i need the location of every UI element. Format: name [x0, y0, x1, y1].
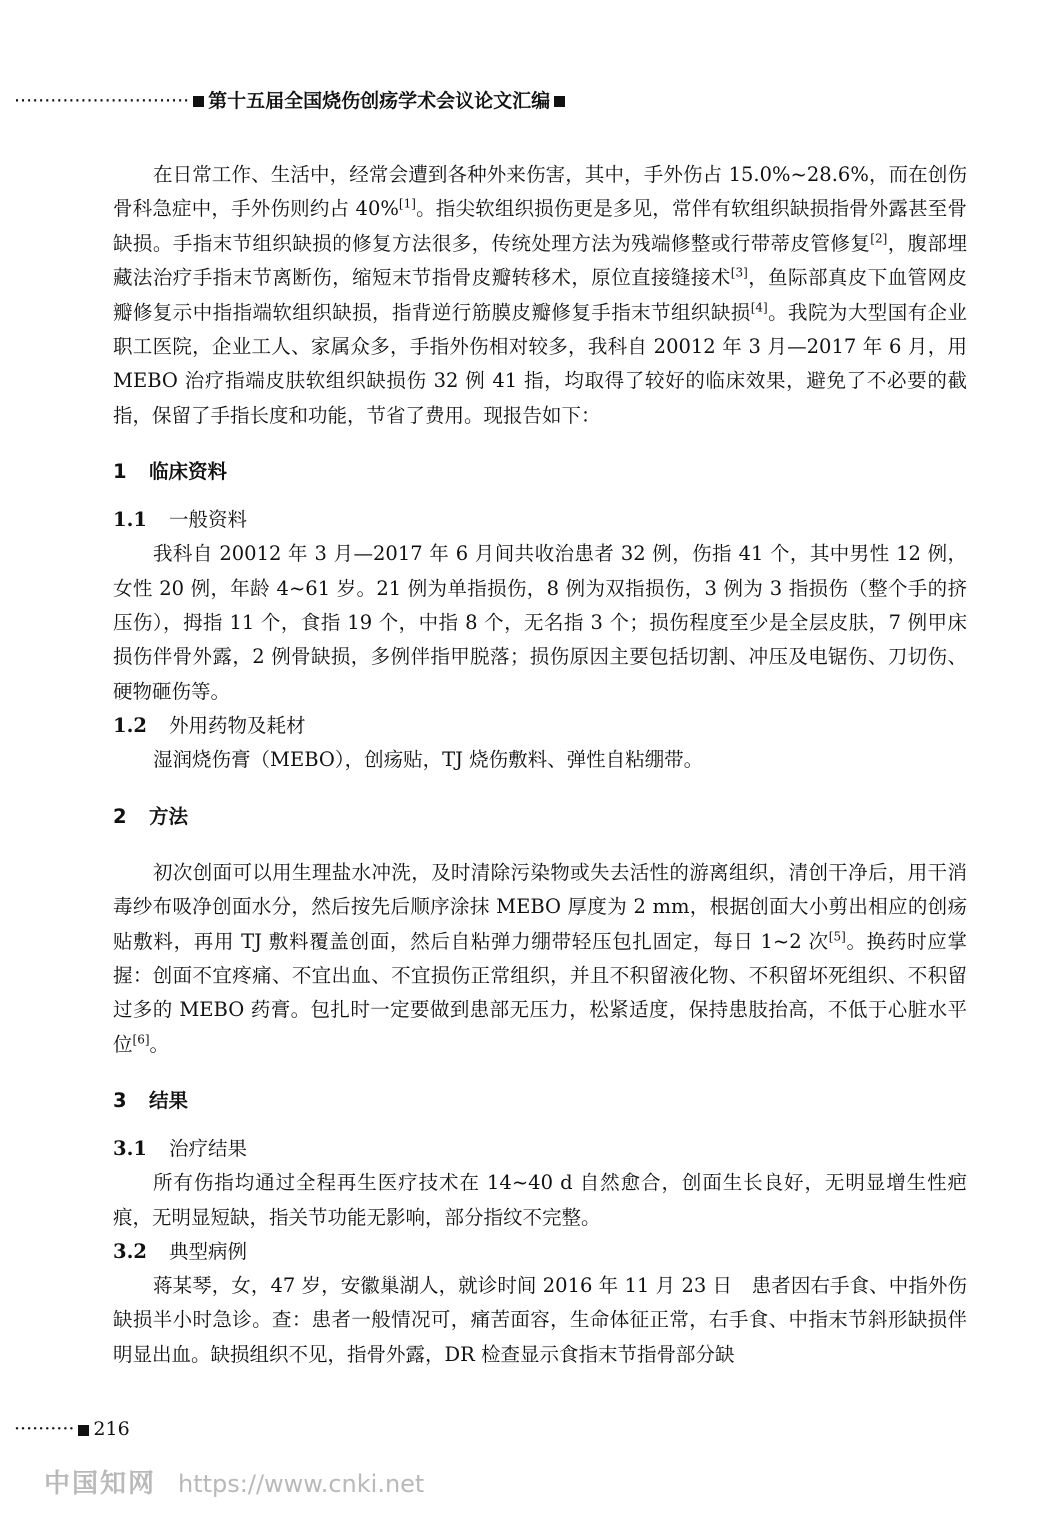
citation: [2]: [870, 231, 888, 246]
intro-text: 在日常工作、生活中，经常会遭到各种外来伤害，其中，手外伤占 15.0%~28.6%，而在创伤骨科急症中，手外伤则约占 40%: [113, 163, 967, 221]
square-bullet-icon: [193, 96, 204, 107]
subsection-heading: [113, 1235, 967, 1269]
subsection-heading: [113, 709, 967, 743]
citation: [5]: [828, 929, 846, 943]
subsection-number: 3.1: [113, 1137, 147, 1161]
section-number: 3: [113, 1089, 127, 1113]
subsection-title: 典型病例: [169, 1239, 248, 1263]
cnki-watermark: [44, 1463, 424, 1500]
section-title: 方法: [149, 804, 189, 828]
paragraph: 我科自 20012 年 3 月—2017 年 6 月间共收治患者 32 例，伤指 41 个，其中男性 12 例，女性 20 例，年龄 4~61 岁。21 例为单指损伤，8 例为双指损伤，3 例为 3 指损伤（整个手的挤压伤），拇指 11 个，食指 19 个，中指 8 个，无名指 3 个；损伤程度至少是全层皮肤，7 例甲床损伤伴骨外露，2 例骨缺损，多例伴指甲脱落；损伤原因主要包括切割、冲压及电锯伤、刀切伤、硬物砸伤等。: [113, 542, 967, 703]
subsection-title: 一般资料: [169, 508, 248, 532]
intro-paragraph: [113, 158, 967, 433]
section-heading: [113, 800, 967, 834]
intro-text: 。我院为大型国有企业职工医院，企业工人、家属众多，手指外伤相对较多，我科自 20012 年 3 月—2017 年 6 月，用 MEBO 治疗指端皮肤软组织缺损伤 32 例 41 指，均取得了较好的临床效果，避免了不必要的截指，保留了手指长度和功能，节省了费用。现报告如下：: [113, 300, 967, 427]
page-footer: [14, 1418, 130, 1440]
section-title: 临床资料: [149, 460, 228, 484]
citation: [6]: [132, 1032, 150, 1047]
section-heading: [113, 455, 967, 489]
subsection-title: 治疗结果: [169, 1137, 248, 1161]
citation: [1]: [398, 196, 416, 211]
methods-text: 。: [149, 1032, 170, 1056]
header-title: 第十五届全国烧伤创疡学术会议论文汇编: [208, 90, 551, 112]
subsection-title: 外用药物及耗材: [169, 714, 306, 738]
watermark-brand: 中国知网: [44, 1469, 157, 1499]
subsection-heading: [113, 1132, 967, 1166]
section-heading: [113, 1084, 967, 1118]
watermark-url: https://www.cnki.net: [178, 1470, 425, 1498]
paragraph: 所有伤指均通过全程再生医疗技术在 14~40 d 自然愈合，创面生长良好，无明显增生性疤痕，无明显短缺，指关节功能无影响，部分指纹不完整。: [113, 1171, 967, 1229]
intro-text: ，鱼际部真皮下血管网皮瓣修复示中指指端软组织缺损，指背逆行筋膜皮瓣修复手指末节组织缺损: [113, 266, 967, 324]
intro-text: ，腹部埋藏法治疗手指末节离断伤，缩短末节指骨皮瓣转移术，原位直接缝接术: [113, 231, 967, 290]
subsection-number: 1.1: [113, 508, 147, 532]
article-body: [113, 158, 967, 1372]
header-leader-dots: ·····························: [14, 90, 190, 112]
citation: [4]: [750, 300, 768, 315]
methods-text: 初次创面可以用生理盐水冲洗，及时清除污染物或失去活性的游离组织，清创干净后，用干消毒纱布吸净创面水分，然后按先后顺序涂抹 MEBO 厚度为 2 mm，根据创面大小剪出相应的创疡贴敷料，再用 TJ 敷料覆盖创面，然后自粘弹力绷带轻压包扎固定，每日 1~2 次: [113, 860, 967, 953]
methods-text: 。换药时应掌握：创面不宜疼痛、不宜出血、不宜损伤正常组织，并且不积留液化物、不积留坏死组织、不积留过多的 MEBO 药膏。包扎时一定要做到患部无压力，松紧适度，保持患肢抬高，不低于心脏水平位: [113, 929, 967, 1056]
citation: [3]: [730, 265, 748, 280]
square-bullet-icon: [78, 1425, 89, 1436]
paragraph: [113, 856, 967, 1062]
section-number: 2: [113, 804, 127, 828]
intro-text: 。指尖软组织损伤更是多见，常伴有软组织缺损指骨外露甚至骨缺损。手指末节组织缺损的修复方法很多，传统处理方法为残端修整或行带蒂皮管修复: [113, 197, 967, 255]
section-title: 结果: [149, 1089, 189, 1113]
paragraph: 蒋某琴，女，47 岁，安徽巢湖人，就诊时间 2016 年 11 月 23 日 患者因右手食、中指外伤缺损半小时急诊。查：患者一般情况可，痛苦面容，生命体征正常，右手食、中指末节斜形缺损伴明显出血。缺损组织不见，指骨外露，DR 检查显示食指末节指骨部分缺: [113, 1273, 967, 1366]
square-bullet-icon: [554, 96, 565, 107]
footer-leader-dots: ··········: [14, 1418, 75, 1440]
running-header: [14, 88, 569, 114]
subsection-number: 3.2: [113, 1239, 147, 1263]
section-number: 1: [113, 460, 127, 484]
subsection-heading: [113, 503, 967, 537]
page-number: 216: [93, 1418, 130, 1440]
paragraph: 湿润烧伤膏（MEBO），创疡贴，TJ 烧伤敷料、弹性自粘绷带。: [153, 748, 704, 772]
subsection-number: 1.2: [113, 714, 147, 738]
